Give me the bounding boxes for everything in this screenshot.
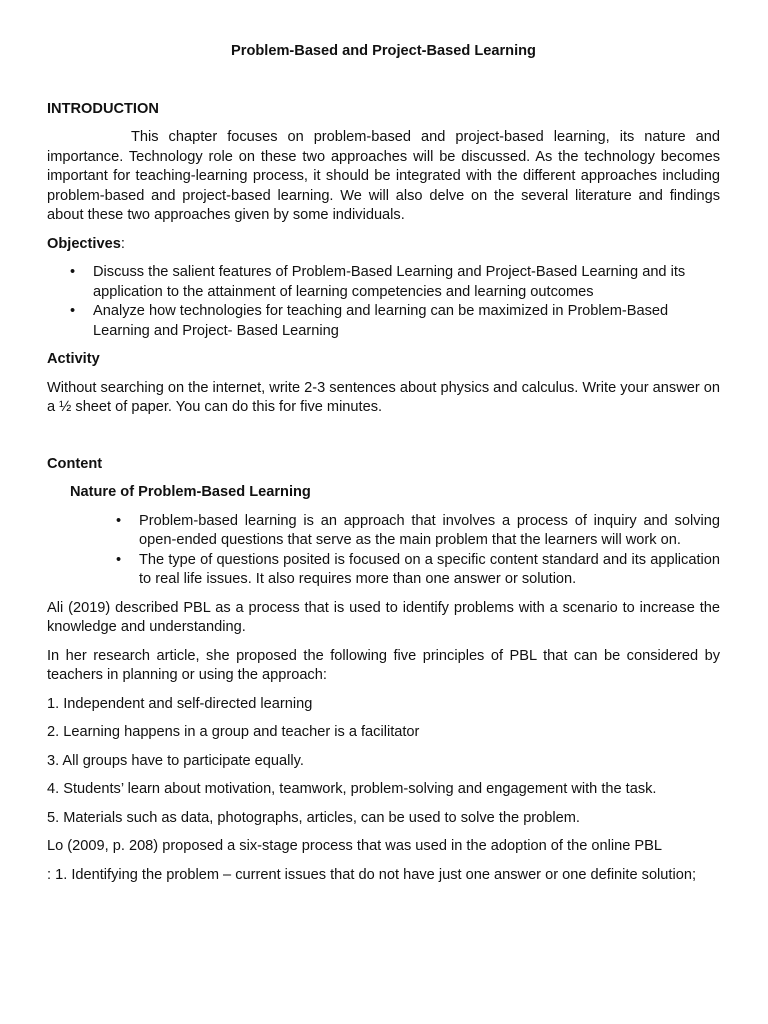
bullet-icon: •	[70, 264, 76, 280]
ali-paragraph: Ali (2019) described PBL as a process that is used to identify problems with a scenario to increase the knowledge and understanding.	[47, 599, 720, 635]
document-title: Problem-Based and Project-Based Learning	[231, 43, 536, 59]
objective-text: Discuss the salient features of Problem-Based Learning and Project-Based Learning and its application to the attainment of learning competencies and learning outcomes	[93, 264, 686, 300]
stage-one-paragraph: : 1. Identifying the problem – current issues that do not have just one answer or one definite solution;	[47, 866, 697, 883]
principle-item: 5. Materials such as data, photographs, articles, can be used to solve the problem.	[47, 809, 580, 826]
principle-item: 4. Students’ learn about motivation, teamwork, problem-solving and engagement with the task.	[47, 781, 657, 797]
bullet-icon: •	[70, 303, 76, 319]
content-heading: Content	[47, 455, 103, 472]
objective-item	[47, 302, 720, 341]
activity-heading: Activity	[47, 351, 100, 367]
objectives-colon: :	[120, 235, 125, 252]
objectives-label	[47, 235, 720, 255]
bullet-icon: •	[116, 512, 122, 529]
pbl-nature-item	[47, 512, 720, 551]
objectives-list	[47, 263, 720, 341]
objective-text: Analyze how technologies for teaching and learning can be maximized in Problem-Based Learning and Project- Based Learning	[93, 303, 669, 339]
principle-item: 2. Learning happens in a group and teacher is a facilitator	[47, 724, 420, 740]
bullet-icon: •	[116, 551, 122, 568]
principle-item: 1. Independent and self-directed learning	[47, 695, 313, 712]
introduction-paragraph: This chapter focuses on problem-based and project-based learning, its nature and importance. Technology role on these two approaches will be discussed. As the technology becomes important for teaching-learning process, it should be integrated with the different approaches including problem-based and project-based learning. We will also delve on the several literature and findings about these two approaches given by some individuals.	[47, 129, 720, 223]
objective-item	[47, 263, 720, 302]
pbl-nature-item	[47, 551, 720, 590]
activity-paragraph: Without searching on the internet, write 2-3 sentences about physics and calculus. Write your answer on a ½ sheet of paper. You can do this for five minutes.	[47, 379, 721, 415]
pbl-nature-list	[47, 512, 720, 590]
lo-paragraph: Lo (2009, p. 208) proposed a six-stage process that was used in the adoption of the online PBL	[47, 838, 662, 854]
pbl-nature-text: Problem-based learning is an approach that involves a process of inquiry and solving open-ended questions that serve as the main problem that the learners will work on.	[139, 512, 720, 548]
objectives-heading: Objectives	[47, 235, 121, 252]
pbl-nature-text: The type of questions posited is focused on a specific content standard and its application to real life issues. It also requires more than one answer or solution.	[139, 551, 720, 587]
content-subheading: Nature of Problem-Based Learning	[70, 484, 311, 500]
principles-intro: In her research article, she proposed the following five principles of PBL that can be considered by teachers in planning or using the approach:	[47, 647, 720, 683]
introduction-heading: INTRODUCTION	[47, 100, 159, 117]
principle-item: 3. All groups have to participate equally.	[47, 752, 304, 769]
